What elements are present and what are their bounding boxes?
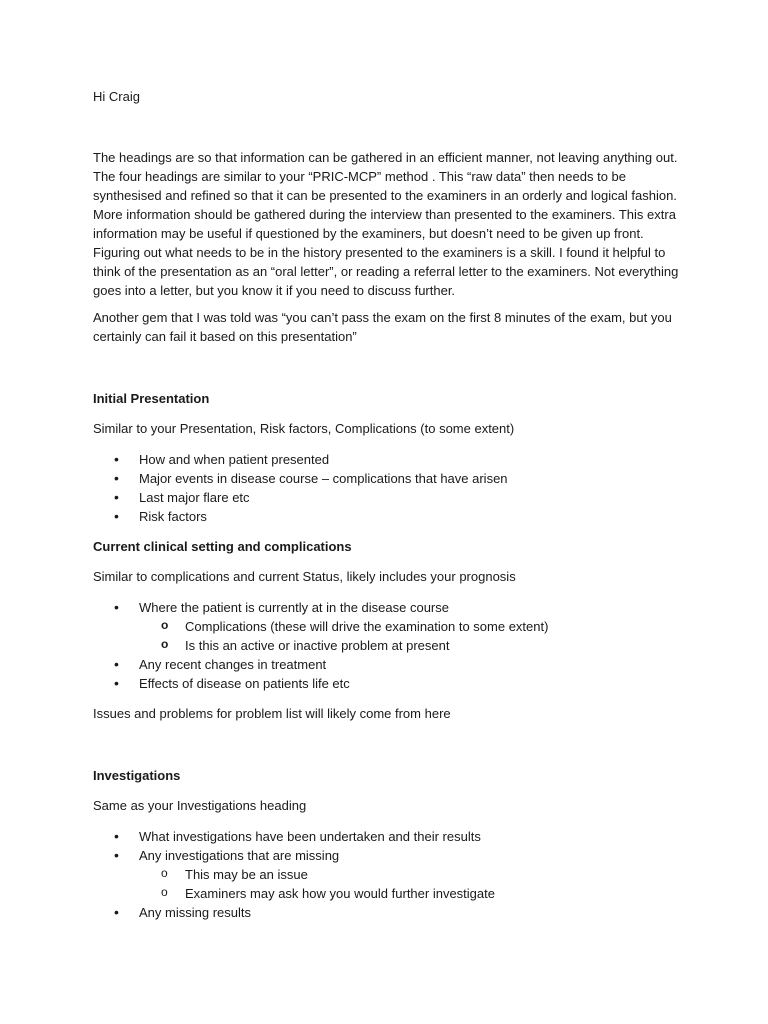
list-item: • Effects of disease on patients life etc — [93, 674, 683, 693]
list-item — [93, 846, 683, 903]
list-item-text: Where the patient is currently at in the disease course — [139, 600, 449, 615]
heading-initial-presentation: Initial Presentation — [93, 391, 210, 406]
current-clinical-setting-subtitle: Similar to complications and current Status, likely includes your prognosis — [93, 569, 516, 584]
list-item: • Risk factors — [93, 507, 683, 526]
sub-list-item: o Is this an active or inactive problem at present — [139, 636, 683, 655]
current-clinical-setting-list — [93, 598, 683, 693]
problem-list-note: Issues and problems for problem list will likely come from here — [93, 706, 451, 721]
gem-paragraph: Another gem that I was told was “you can’t pass the exam on the first 8 minutes of the exam, but you certainly can fail it based on this presentation” — [93, 310, 672, 344]
list-item: • Last major flare etc — [93, 488, 683, 507]
greeting: Hi Craig — [93, 89, 140, 104]
list-item — [93, 598, 683, 655]
list-item: • Major events in disease course – complications that have arisen — [93, 469, 683, 488]
heading-investigations: Investigations — [93, 768, 181, 783]
sub-list-item: o This may be an issue — [139, 865, 683, 884]
list-item: • How and when patient presented — [93, 450, 683, 469]
document-page — [93, 87, 683, 922]
list-item: • Any recent changes in treatment — [93, 655, 683, 674]
sub-list — [139, 617, 683, 655]
sub-list-item: o Examiners may ask how you would further investigate — [139, 884, 683, 903]
sub-list — [139, 865, 683, 903]
heading-current-clinical-setting: Current clinical setting and complications — [93, 539, 352, 554]
investigations-list — [93, 827, 683, 922]
initial-presentation-subtitle: Similar to your Presentation, Risk factors, Complications (to some extent) — [93, 421, 515, 436]
intro-paragraph: The headings are so that information can be gathered in an efficient manner, not leaving anything out. The four headings are similar to your “PRIC-MCP” method . This “raw data” then needs to be synthesised and refined so that it can be presented to the examiners in an orderly and logical fashion. More information should be gathered during the interview than presented to the examiners. This extra information may be useful if questioned by the examiners, but doesn’t need to be given up front. Figuring out what needs to be in the history presented to the examiners is a skill. I found it helpful to think of the presentation as an “oral letter”, or reading a referral letter to the examiners. Not everything goes into a letter, but you know it if you need to discuss further. — [93, 150, 679, 298]
list-item: • Any missing results — [93, 903, 683, 922]
list-item: • What investigations have been undertaken and their results — [93, 827, 683, 846]
investigations-subtitle: Same as your Investigations heading — [93, 798, 307, 813]
sub-list-item: o Complications (these will drive the examination to some extent) — [139, 617, 683, 636]
initial-presentation-list — [93, 450, 683, 526]
list-item-text: Any investigations that are missing — [139, 848, 340, 863]
